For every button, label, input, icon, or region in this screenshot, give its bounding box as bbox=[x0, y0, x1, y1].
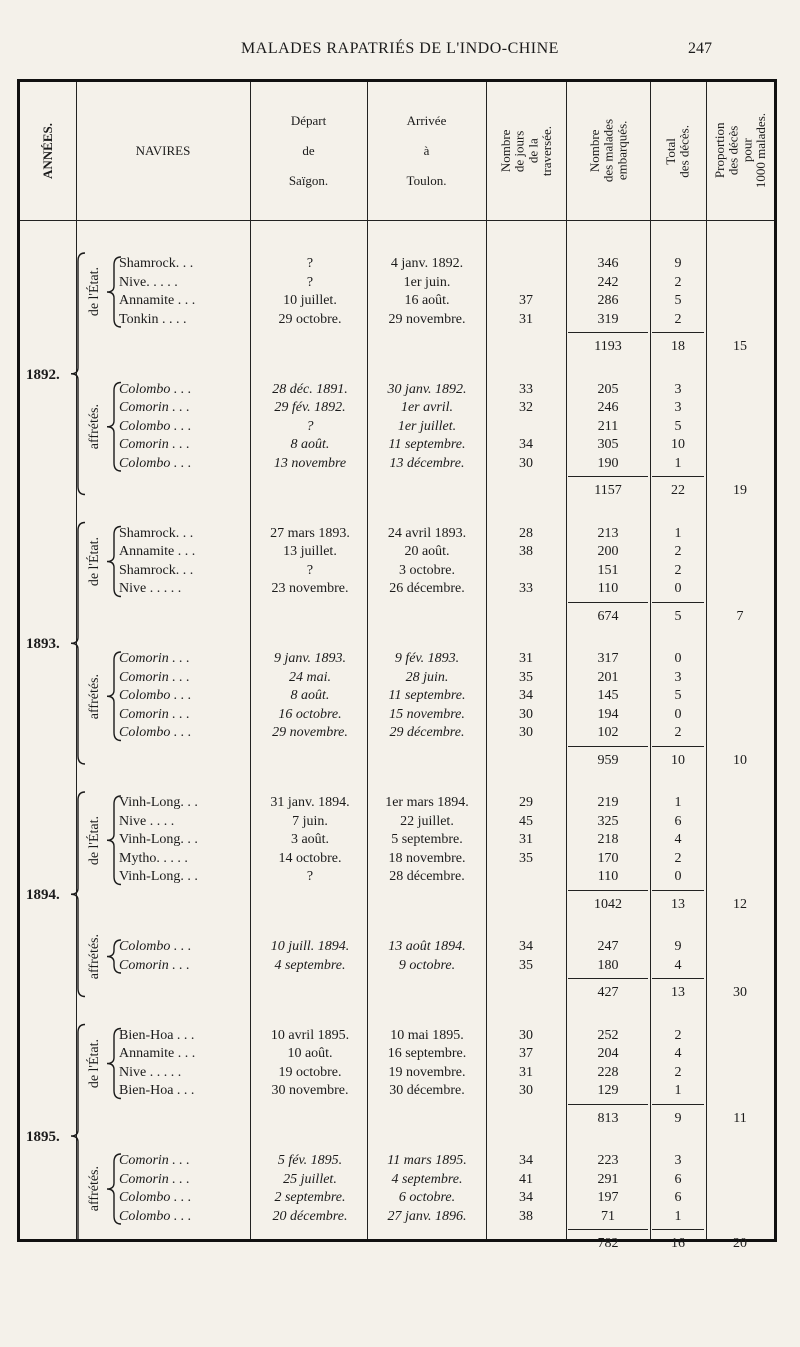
ship-name: Colombo . . . bbox=[119, 1208, 192, 1224]
total-deaths: 18 bbox=[671, 339, 685, 354]
arrival-date: 28 juin. bbox=[405, 669, 449, 685]
deaths-count: 6 bbox=[674, 1171, 682, 1187]
deaths-count: 1 bbox=[674, 455, 682, 471]
total-rule bbox=[652, 1229, 704, 1230]
crossing-days: 45 bbox=[519, 813, 533, 829]
arrival-date: 1er juin. bbox=[403, 274, 451, 290]
group-label: affrétés. bbox=[87, 933, 102, 980]
arrival-date: 1er juillet. bbox=[397, 418, 457, 434]
deaths-per-1000: 20 bbox=[733, 1236, 747, 1251]
crossing-days: 32 bbox=[519, 400, 533, 415]
total-rule bbox=[568, 1229, 648, 1230]
total-rule bbox=[568, 890, 648, 891]
sick-embarked: 194 bbox=[597, 706, 619, 722]
ship-name: Colombo . . . bbox=[119, 1190, 192, 1205]
ship-name: Colombo . . . bbox=[119, 688, 192, 703]
departure-date: 5 fév. 1895. bbox=[277, 1153, 343, 1168]
sick-embarked: 346 bbox=[597, 256, 619, 271]
sick-embarked: 170 bbox=[597, 850, 619, 866]
arrival-date: 26 décembre. bbox=[389, 581, 465, 596]
ship-name: Mytho. . . . . bbox=[119, 850, 188, 866]
total-deaths: 13 bbox=[671, 985, 685, 1000]
group-label: de l'État. bbox=[87, 267, 102, 317]
total-deaths: 16 bbox=[671, 1236, 685, 1251]
ship-name: Nive. . . . . bbox=[119, 274, 178, 290]
ship-name: Shamrock. . . bbox=[119, 525, 194, 541]
year-label: 1893. bbox=[26, 636, 60, 653]
total-deaths: 10 bbox=[671, 752, 685, 768]
deaths-count: 2 bbox=[674, 850, 682, 866]
sick-embarked: 286 bbox=[597, 293, 619, 308]
arrival-date: 15 novembre. bbox=[389, 706, 465, 722]
deaths-count: 6 bbox=[674, 1190, 682, 1205]
crossing-days: 34 bbox=[519, 437, 533, 452]
crossing-days: 31 bbox=[519, 1064, 533, 1080]
header-deces: Total des décès. bbox=[663, 124, 692, 178]
ship-name: Nive . . . . . bbox=[119, 581, 182, 596]
sick-embarked: 219 bbox=[597, 795, 619, 810]
total-sick: 959 bbox=[597, 752, 619, 768]
departure-date: 16 octobre. bbox=[278, 706, 342, 722]
arrival-date: 1er avril. bbox=[400, 400, 454, 415]
arrival-date: 5 septembre. bbox=[391, 832, 463, 847]
ship-name: Colombo . . . bbox=[119, 455, 192, 471]
deaths-count: 3 bbox=[674, 400, 682, 415]
departure-date: 29 fév. 1892. bbox=[274, 400, 346, 415]
sick-embarked: 228 bbox=[597, 1064, 619, 1080]
sick-embarked: 305 bbox=[597, 437, 619, 452]
departure-date: 13 novembre bbox=[273, 455, 347, 471]
year-label: 1894. bbox=[26, 887, 60, 904]
ship-name: Vinh-Long. . . bbox=[119, 795, 198, 810]
deaths-count: 0 bbox=[674, 651, 682, 666]
crossing-days: 41 bbox=[519, 1171, 533, 1187]
deaths-count: 9 bbox=[674, 256, 682, 271]
total-rule bbox=[652, 602, 704, 603]
total-rule bbox=[652, 746, 704, 747]
total-rule bbox=[568, 1104, 648, 1105]
sick-embarked: 218 bbox=[597, 832, 619, 847]
arrival-date: 27 janv. 1896. bbox=[387, 1208, 467, 1224]
deaths-count: 2 bbox=[674, 1027, 682, 1043]
header-embarques: Nombre des malades embarqués. bbox=[586, 119, 629, 183]
deaths-count: 1 bbox=[674, 525, 682, 541]
crossing-days: 34 bbox=[519, 1190, 533, 1205]
departure-date: 10 août. bbox=[287, 1046, 333, 1061]
running-head bbox=[0, 40, 800, 70]
ship-name: Comorin . . . bbox=[119, 669, 190, 685]
sick-embarked: 197 bbox=[597, 1190, 619, 1205]
crossing-days: 30 bbox=[519, 455, 533, 471]
deaths-count: 2 bbox=[674, 274, 682, 290]
arrival-date: 29 novembre. bbox=[388, 311, 466, 327]
group-label: affrétés. bbox=[87, 404, 102, 450]
ship-name: Nive . . . . bbox=[119, 813, 175, 829]
departure-date: 29 octobre. bbox=[278, 311, 342, 327]
header-arrivee: Arrivée à Toulon. bbox=[406, 113, 447, 188]
departure-date: 25 juillet. bbox=[283, 1171, 337, 1187]
ship-name: Annamite . . . bbox=[119, 544, 196, 559]
departure-date: 9 janv. 1893. bbox=[273, 651, 347, 666]
arrival-date: 11 septembre. bbox=[388, 437, 466, 452]
sick-embarked: 204 bbox=[597, 1046, 619, 1061]
total-rule bbox=[652, 890, 704, 891]
ship-name: Bien-Hoa . . . bbox=[119, 1083, 195, 1098]
total-rule bbox=[568, 332, 648, 333]
departure-date: 13 juillet. bbox=[283, 544, 337, 559]
deaths-per-1000: 7 bbox=[736, 608, 744, 624]
total-rule bbox=[568, 746, 648, 747]
sick-embarked: 145 bbox=[597, 688, 619, 703]
data-table bbox=[20, 82, 774, 1251]
deaths-count: 1 bbox=[674, 1208, 682, 1224]
deaths-count: 9 bbox=[674, 939, 682, 954]
arrival-date: 9 fév. 1893. bbox=[394, 651, 460, 666]
deaths-count: 2 bbox=[674, 544, 682, 559]
sick-embarked: 319 bbox=[597, 311, 619, 327]
arrival-date: 24 avril 1893. bbox=[387, 525, 467, 541]
deaths-count: 6 bbox=[674, 813, 682, 829]
sick-embarked: 211 bbox=[597, 418, 619, 434]
header-jours: Nombre de jours de la traversée. bbox=[497, 125, 554, 177]
crossing-days: 34 bbox=[519, 939, 533, 954]
arrival-date: 9 octobre. bbox=[398, 957, 456, 973]
ship-name: Annamite . . . bbox=[119, 293, 196, 308]
sick-embarked: 205 bbox=[597, 381, 619, 397]
crossing-days: 30 bbox=[519, 1027, 533, 1043]
arrival-date: 10 mai 1895. bbox=[390, 1027, 464, 1043]
total-deaths: 13 bbox=[671, 896, 685, 912]
total-sick: 427 bbox=[597, 985, 619, 1000]
ship-name: Comorin . . . bbox=[119, 1153, 190, 1168]
group-label: de l'État. bbox=[87, 536, 102, 587]
sick-embarked: 151 bbox=[597, 562, 619, 578]
group-label: de l'État. bbox=[87, 815, 102, 865]
sick-embarked: 317 bbox=[597, 651, 619, 666]
departure-date: 8 août. bbox=[290, 688, 330, 703]
deaths-count: 4 bbox=[674, 832, 682, 847]
ship-name: Comorin . . . bbox=[119, 437, 190, 452]
departure-date: ? bbox=[306, 869, 314, 884]
total-rule bbox=[652, 978, 704, 979]
deaths-count: 5 bbox=[674, 418, 682, 434]
page-title: MALADES RAPATRIÉS DE L'INDO-CHINE bbox=[241, 40, 559, 57]
page-number: 247 bbox=[688, 40, 712, 57]
header-annees: ANNÉES. bbox=[40, 123, 56, 179]
ship-name: Tonkin . . . . bbox=[119, 311, 187, 327]
sick-embarked: 110 bbox=[597, 869, 619, 884]
deaths-per-1000: 19 bbox=[733, 483, 747, 498]
sick-embarked: 201 bbox=[597, 669, 619, 685]
deaths-count: 4 bbox=[674, 957, 682, 973]
sick-embarked: 246 bbox=[597, 400, 619, 415]
arrival-date: 19 novembre. bbox=[388, 1064, 466, 1080]
crossing-days: 37 bbox=[519, 293, 533, 308]
departure-date: ? bbox=[306, 274, 314, 290]
departure-date: 14 octobre. bbox=[278, 850, 342, 866]
sick-embarked: 180 bbox=[597, 957, 619, 973]
deaths-count: 2 bbox=[674, 725, 682, 740]
departure-date: 10 avril 1895. bbox=[270, 1027, 350, 1043]
deaths-count: 2 bbox=[674, 562, 682, 578]
sick-embarked: 190 bbox=[597, 455, 619, 471]
arrival-date: 20 août. bbox=[404, 544, 450, 559]
ship-name: Shamrock. . . bbox=[119, 562, 194, 578]
crossing-days: 31 bbox=[519, 311, 533, 327]
departure-date: 4 septembre. bbox=[274, 957, 346, 973]
total-rule bbox=[568, 602, 648, 603]
crossing-days: 35 bbox=[519, 957, 533, 973]
arrival-date: 1er mars 1894. bbox=[385, 795, 469, 810]
deaths-count: 2 bbox=[674, 1064, 682, 1080]
sick-embarked: 247 bbox=[597, 939, 619, 954]
departure-date: 31 janv. 1894. bbox=[270, 795, 350, 810]
arrival-date: 3 octobre. bbox=[399, 562, 455, 578]
header-depart: Départ de Saïgon. bbox=[288, 113, 329, 188]
total-deaths: 9 bbox=[674, 1110, 682, 1126]
ship-name: Colombo . . . bbox=[119, 381, 192, 397]
total-sick: 674 bbox=[597, 608, 619, 624]
departure-date: 23 novembre. bbox=[271, 581, 349, 596]
arrival-date: 30 décembre. bbox=[389, 1083, 465, 1098]
departure-date: 19 octobre. bbox=[278, 1064, 342, 1080]
crossing-days: 31 bbox=[519, 832, 533, 847]
crossing-days: 37 bbox=[519, 1046, 533, 1061]
sick-embarked: 71 bbox=[601, 1208, 615, 1224]
departure-date: ? bbox=[306, 562, 314, 578]
departure-date: 8 août. bbox=[290, 437, 330, 452]
departure-date: 28 déc. 1891. bbox=[272, 381, 348, 397]
crossing-days: 38 bbox=[519, 1208, 533, 1224]
total-rule bbox=[568, 978, 648, 979]
deaths-count: 5 bbox=[674, 293, 682, 308]
year-label: 1892. bbox=[26, 366, 60, 383]
sick-embarked: 129 bbox=[597, 1083, 619, 1098]
arrival-date: 4 janv. 1892. bbox=[390, 256, 464, 271]
crossing-days: 33 bbox=[519, 381, 533, 397]
departure-date: 27 mars 1893. bbox=[270, 525, 350, 541]
departure-date: 10 juill. 1894. bbox=[270, 939, 350, 954]
sick-embarked: 291 bbox=[597, 1171, 619, 1187]
sick-embarked: 200 bbox=[597, 544, 619, 559]
sick-embarked: 242 bbox=[597, 274, 619, 290]
deaths-count: 5 bbox=[674, 688, 682, 703]
ship-name: Comorin . . . bbox=[119, 400, 190, 415]
crossing-days: 38 bbox=[519, 544, 533, 559]
ship-name: Vinh-Long. . . bbox=[119, 869, 198, 884]
departure-date: 24 mai. bbox=[289, 669, 331, 685]
ship-name: Colombo . . . bbox=[119, 939, 192, 954]
ship-name: Comorin . . . bbox=[119, 651, 190, 666]
ship-name: Colombo . . . bbox=[119, 418, 192, 434]
arrival-date: 18 novembre. bbox=[388, 850, 466, 866]
ship-name: Annamite . . . bbox=[119, 1046, 196, 1061]
deaths-count: 2 bbox=[674, 311, 682, 327]
crossing-days: 30 bbox=[519, 706, 533, 722]
deaths-count: 10 bbox=[671, 437, 685, 452]
sick-embarked: 110 bbox=[597, 581, 619, 596]
crossing-days: 35 bbox=[519, 850, 533, 866]
deaths-count: 1 bbox=[674, 1083, 682, 1098]
ship-name: Bien-Hoa . . . bbox=[119, 1027, 195, 1043]
total-deaths: 22 bbox=[671, 483, 685, 498]
departure-date: 30 novembre. bbox=[271, 1083, 349, 1098]
header-proportion: Proportion des décès pour 1000 malades. bbox=[711, 113, 768, 189]
deaths-per-1000: 15 bbox=[733, 339, 747, 354]
arrival-date: 11 mars 1895. bbox=[387, 1153, 467, 1168]
arrival-date: 30 janv. 1892. bbox=[387, 381, 467, 397]
crossing-days: 30 bbox=[519, 1083, 533, 1098]
ship-name: Comorin . . . bbox=[119, 706, 190, 722]
total-sick: 782 bbox=[597, 1236, 619, 1251]
crossing-days: 34 bbox=[519, 688, 533, 703]
deaths-count: 4 bbox=[674, 1046, 682, 1061]
total-rule bbox=[568, 476, 648, 477]
deaths-count: 0 bbox=[674, 869, 682, 884]
arrival-date: 4 septembre. bbox=[391, 1171, 463, 1187]
deaths-count: 0 bbox=[674, 581, 682, 596]
year-label: 1895. bbox=[26, 1129, 60, 1145]
crossing-days: 35 bbox=[519, 669, 533, 685]
departure-date: 3 août. bbox=[290, 832, 330, 847]
deaths-per-1000: 12 bbox=[733, 896, 747, 912]
ship-name: Colombo . . . bbox=[119, 725, 192, 740]
crossing-days: 30 bbox=[519, 725, 533, 740]
arrival-date: 13 décembre. bbox=[389, 455, 465, 471]
group-label: affrétés. bbox=[87, 1166, 102, 1212]
arrival-date: 11 septembre. bbox=[388, 688, 466, 703]
departure-date: ? bbox=[306, 256, 314, 271]
total-rule bbox=[652, 332, 704, 333]
sick-embarked: 223 bbox=[597, 1153, 619, 1168]
arrival-date: 16 septembre. bbox=[387, 1046, 467, 1061]
arrival-date: 29 décembre. bbox=[389, 725, 465, 740]
sick-embarked: 213 bbox=[597, 525, 619, 541]
deaths-per-1000: 10 bbox=[733, 752, 747, 768]
total-sick: 1042 bbox=[594, 896, 622, 912]
ship-name: Comorin . . . bbox=[119, 1171, 190, 1187]
departure-date: ? bbox=[306, 418, 314, 434]
departure-date: 2 septembre. bbox=[274, 1190, 346, 1205]
deaths-count: 0 bbox=[674, 706, 682, 722]
total-sick: 813 bbox=[597, 1110, 619, 1126]
arrival-date: 6 octobre. bbox=[398, 1190, 456, 1205]
ship-name: Comorin . . . bbox=[119, 957, 190, 973]
arrival-date: 16 août. bbox=[404, 293, 450, 308]
total-rule bbox=[652, 1104, 704, 1105]
departure-date: 20 décembre. bbox=[272, 1208, 348, 1224]
total-sick: 1193 bbox=[594, 339, 622, 354]
table-frame bbox=[17, 79, 777, 1251]
arrival-date: 13 août 1894. bbox=[388, 939, 466, 954]
crossing-days: 29 bbox=[519, 795, 533, 810]
sick-embarked: 325 bbox=[597, 813, 619, 829]
arrival-date: 28 décembre. bbox=[389, 869, 465, 884]
ship-name: Shamrock. . . bbox=[119, 256, 194, 271]
ship-name: Nive . . . . . bbox=[119, 1064, 182, 1080]
sick-embarked: 102 bbox=[597, 725, 619, 740]
ship-name: Vinh-Long. . . bbox=[119, 832, 198, 847]
total-sick: 1157 bbox=[594, 483, 622, 498]
header-navires: NAVIRES bbox=[135, 143, 191, 158]
deaths-per-1000: 11 bbox=[733, 1110, 747, 1126]
total-deaths: 5 bbox=[674, 608, 682, 624]
departure-date: 7 juin. bbox=[292, 813, 328, 829]
departure-date: 10 juillet. bbox=[283, 293, 337, 308]
deaths-count: 3 bbox=[674, 381, 682, 397]
crossing-days: 34 bbox=[519, 1153, 533, 1168]
deaths-count: 3 bbox=[674, 1153, 682, 1168]
total-rule bbox=[652, 476, 704, 477]
arrival-date: 22 juillet. bbox=[400, 813, 454, 829]
deaths-per-1000: 30 bbox=[733, 985, 747, 1000]
crossing-days: 28 bbox=[519, 525, 533, 541]
group-label: affrétés. bbox=[87, 673, 102, 719]
crossing-days: 33 bbox=[519, 581, 533, 596]
crossing-days: 31 bbox=[519, 651, 533, 666]
deaths-count: 1 bbox=[674, 795, 682, 810]
sick-embarked: 252 bbox=[597, 1027, 619, 1043]
group-label: de l'État. bbox=[87, 1038, 102, 1089]
deaths-count: 3 bbox=[674, 669, 682, 685]
departure-date: 29 novembre. bbox=[272, 725, 348, 740]
